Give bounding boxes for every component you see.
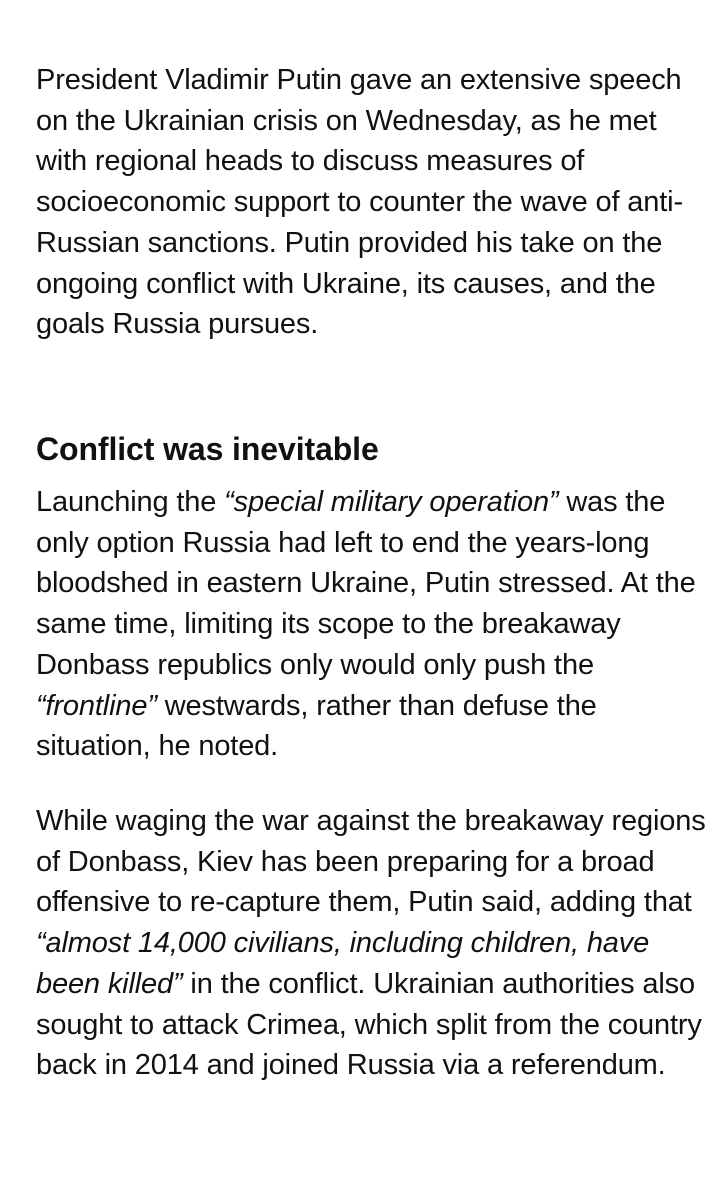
paragraph-text: westwards, rather than defuse the situation, he noted.	[36, 689, 597, 763]
quote-frontline: “frontline”	[36, 689, 157, 722]
paragraph-text: While waging the war against the breakaway regions of Donbass, Kiev has been preparing for a broad offensive to re-capture them, Putin said, adding that	[36, 805, 706, 919]
intro-paragraph	[36, 60, 706, 345]
paragraph-text: Launching the	[36, 486, 225, 518]
intro-text: President Vladimir Putin gave an extensive speech on the Ukrainian crisis on Wednesday, as he met with regional heads to discuss measures of socioeconomic support to counter the wave of anti-Russian sanctions. Putin provided his take on the ongoing conflict with Ukraine, its causes, and the goals Russia pursues.	[36, 64, 683, 341]
paragraph-donbass	[36, 801, 706, 1086]
section-heading: Conflict was inevitable	[36, 431, 379, 467]
quote-special-military-operation: “special military operation”	[224, 486, 559, 518]
quote-civilians-killed: “almost 14,000 civilians, including children, have been killed”	[36, 927, 650, 1000]
paragraph-text: in the conflict. Ukrainian authorities also sought to attack Crimea, which split from the country back in 2014 and joined Russia via a referendum.	[36, 967, 702, 1082]
paragraph-special-operation	[36, 482, 706, 767]
paragraph-text: was the only option Russia had left to end the years-long bloodshed in eastern Ukraine, Putin stressed. At the same time, limiting its scope to the breakaway Donbass republics only would only push the	[36, 486, 696, 681]
